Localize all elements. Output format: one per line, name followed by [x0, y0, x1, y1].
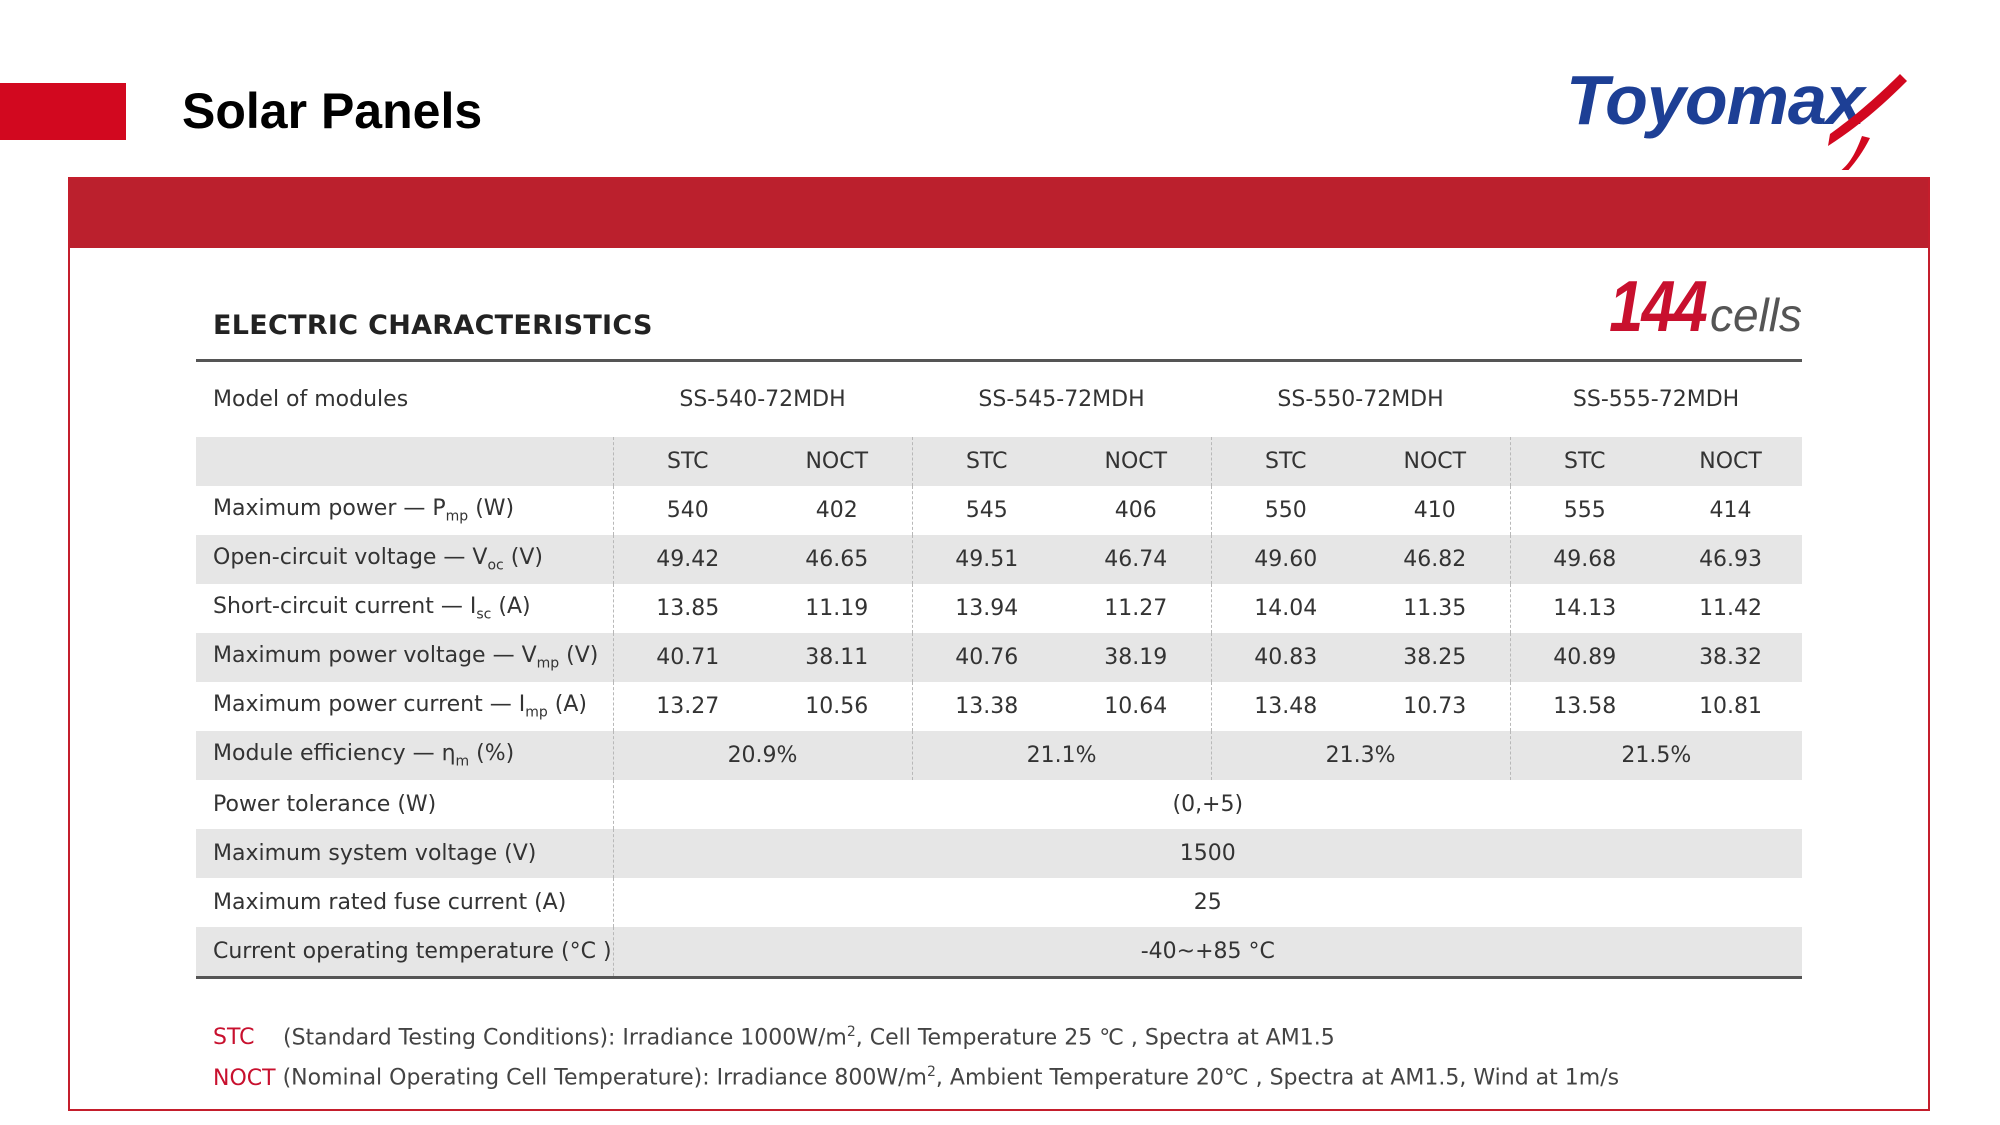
efficiency-value: 21.1% — [912, 731, 1211, 780]
table-cell: 46.82 — [1360, 535, 1510, 584]
common-row — [196, 878, 1802, 927]
condition-header: NOCT — [1659, 437, 1802, 486]
page-title: Solar Panels — [182, 83, 483, 139]
table-cell: 40.89 — [1510, 633, 1659, 682]
common-row — [196, 829, 1802, 878]
table-cell: 10.64 — [1104, 694, 1168, 719]
condition-header: NOCT — [762, 437, 912, 486]
electric-characteristics-table — [196, 359, 1802, 979]
table-cell: 49.42 — [613, 535, 762, 584]
table-cell: 13.58 — [1510, 682, 1659, 731]
efficiency-row — [196, 731, 1802, 780]
efficiency-value: 21.3% — [1211, 731, 1510, 780]
model-name: SS-555-72MDH — [1572, 387, 1740, 412]
model-name: SS-545-72MDH — [978, 387, 1145, 412]
table-cell: 406 — [1114, 498, 1157, 523]
footnotes — [213, 1015, 1619, 1096]
table-cell: 40.76 — [912, 633, 1061, 682]
table-cell: 13.38 — [912, 682, 1061, 731]
table-cell: 13.85 — [613, 584, 762, 633]
table-cell: 49.60 — [1211, 535, 1360, 584]
stc-note: STC (Standard Testing Conditions): Irradiance $1000W/m^2$, Cell Temperature 25 ℃ , Spectra at AM1.5 — [213, 1015, 1619, 1055]
model-name: SS-540-72MDH — [679, 387, 846, 412]
table-cell: 11.27 — [1104, 596, 1168, 621]
common-row — [196, 780, 1802, 829]
table-cell: 38.25 — [1360, 633, 1510, 682]
table-cell: 13.27 — [613, 682, 762, 731]
table-cell: 540 — [613, 486, 762, 535]
common-row — [196, 927, 1802, 978]
table-cell: 410 — [1413, 498, 1456, 523]
table-cell: 46.93 — [1659, 535, 1802, 584]
table-cell: 14.04 — [1211, 584, 1360, 633]
table-cell: 11.35 — [1403, 596, 1467, 621]
condition-header: STC — [912, 437, 1061, 486]
table-cell: 414 — [1709, 498, 1752, 523]
table-row — [196, 682, 1802, 731]
table-cell: 13.48 — [1211, 682, 1360, 731]
table-cell: 13.94 — [912, 584, 1061, 633]
table-cell: 46.65 — [762, 535, 912, 584]
value-rows — [196, 486, 1802, 731]
condition-header-row — [196, 437, 1802, 486]
common-value: 25 — [613, 878, 1802, 927]
noct-note: NOCT (Nominal Operating Cell Temperature): Irradiance $800W/m^2$, Ambient Temperature 20℃ , Spectra at AM1.5, Wind at 1m/s — [213, 1055, 1619, 1095]
spec-card — [68, 177, 1930, 1111]
row-label — [196, 437, 613, 486]
common-value: (0,+5) — [613, 780, 1802, 829]
row-label: Maximum system voltage (V) — [196, 829, 613, 878]
common-value: -40~+85 °C — [613, 927, 1802, 978]
svg-text:Toyomax: Toyomax — [1566, 62, 1864, 139]
cells-count: 144 — [1608, 267, 1706, 347]
table-cell: 14.13 — [1510, 584, 1659, 633]
table-cell: 46.74 — [1061, 535, 1211, 584]
cells-label: cells — [1709, 289, 1802, 341]
table-cell: 10.56 — [805, 694, 869, 719]
row-label: Short-circuit current — $I_{sc}$ (A) — [213, 594, 531, 623]
row-label: Maximum power current — $I_{mp}$ (A) — [213, 692, 587, 721]
section-title: ELECTRIC CHARACTERISTICS — [213, 310, 653, 341]
stc-note-key: STC — [213, 1025, 255, 1051]
table-cell: 10.73 — [1403, 694, 1467, 719]
row-label: Maximum rated fuse current (A) — [213, 890, 567, 915]
table-cell: 545 — [912, 486, 1061, 535]
model-name: SS-550-72MDH — [1277, 387, 1444, 412]
table-cell: 49.68 — [1510, 535, 1659, 584]
row-label: Maximum power — $P_{mp}$ (W) — [213, 496, 515, 525]
condition-header: NOCT — [1360, 437, 1510, 486]
title-accent-bar — [0, 83, 126, 140]
table-row — [196, 486, 1802, 535]
noct-note-key: NOCT — [213, 1065, 276, 1091]
table-cell: 555 — [1510, 486, 1659, 535]
row-label: Model of modules — [213, 387, 409, 412]
table-cell: 40.83 — [1211, 633, 1360, 682]
toyomax-logo — [1562, 62, 1922, 170]
table-cell: 10.81 — [1699, 694, 1763, 719]
table-row — [196, 535, 1802, 584]
row-label: Open-circuit voltage — $V_{oc}$ (V) — [196, 535, 613, 584]
condition-header: STC — [1510, 437, 1659, 486]
condition-header: STC — [613, 437, 762, 486]
table-cell: 38.19 — [1061, 633, 1211, 682]
table-row — [196, 633, 1802, 682]
efficiency-value: 21.5% — [1510, 731, 1802, 780]
row-label: Module efficiency — $\eta_m$ (%) — [196, 731, 613, 780]
table-cell: 40.71 — [613, 633, 762, 682]
row-label: Maximum power voltage — $V_{mp}$ (V) — [196, 633, 613, 682]
card-header-bar — [70, 179, 1928, 248]
table-cell: 402 — [815, 498, 858, 523]
table-cell: 550 — [1211, 486, 1360, 535]
table-cell: 11.19 — [805, 596, 869, 621]
cells-badge — [1592, 267, 1802, 347]
table-cell: 38.32 — [1659, 633, 1802, 682]
efficiency-value: 20.9% — [613, 731, 912, 780]
table-cell: 11.42 — [1699, 596, 1763, 621]
row-label: Power tolerance (W) — [213, 792, 437, 817]
table-row — [196, 584, 1802, 633]
model-row — [196, 361, 1802, 438]
condition-header: STC — [1211, 437, 1360, 486]
common-value: 1500 — [613, 829, 1802, 878]
table-cell: 38.11 — [762, 633, 912, 682]
table-cell: 49.51 — [912, 535, 1061, 584]
condition-header: NOCT — [1061, 437, 1211, 486]
row-label: Current operating temperature (°C ) — [196, 927, 613, 978]
